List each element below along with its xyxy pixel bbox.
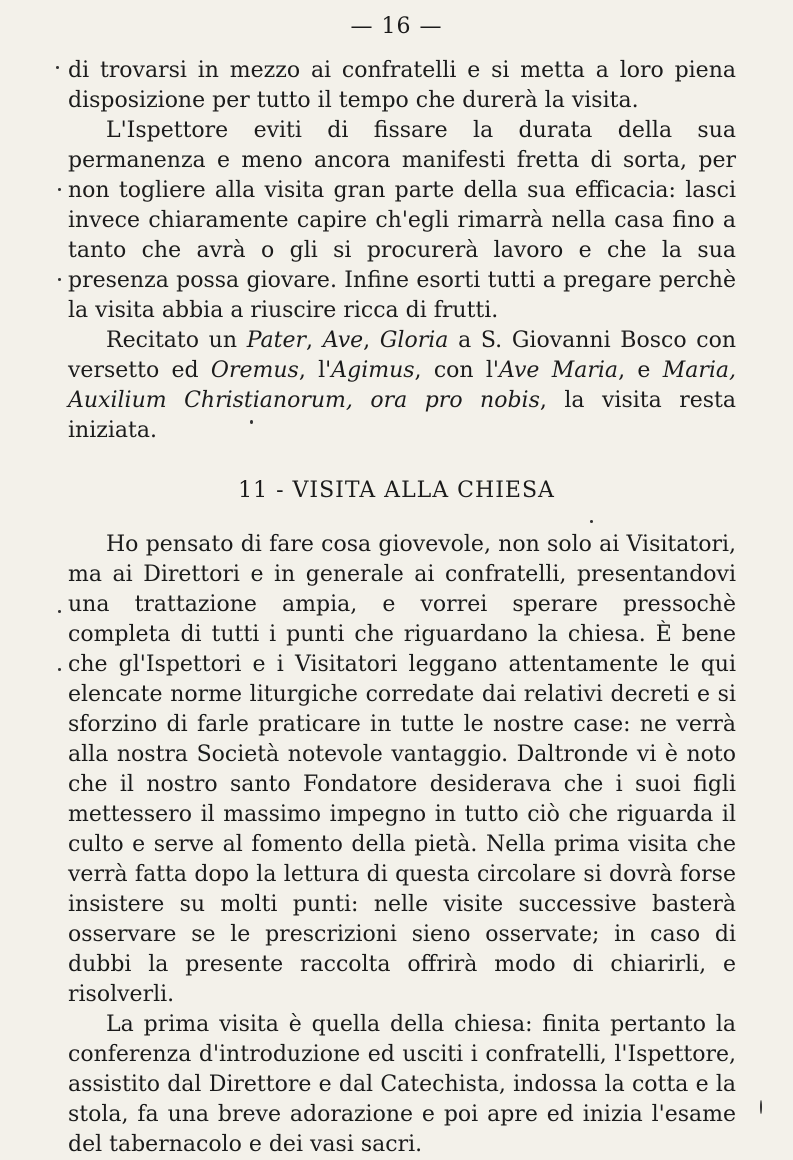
scan-speck [760, 1100, 762, 1114]
text-run: , l' [298, 358, 332, 383]
text-run: , e [618, 358, 663, 383]
text-run: , [363, 328, 380, 353]
text-run: , con l' [414, 358, 499, 383]
scan-speck [58, 278, 61, 281]
italic-text-run: Oremus [210, 358, 299, 383]
scan-speck [56, 66, 59, 69]
text-run: , la visita resta iniziata. [68, 388, 736, 443]
text-run: a S. Giovanni Bosco con versetto ed [68, 328, 736, 383]
paragraph [68, 116, 736, 326]
scan-speck [58, 668, 61, 671]
text-run: di trovarsi in mezzo ai confratelli e si metta a loro piena disposizione per tutto il tempo che durerà la visita. [68, 58, 736, 113]
text-run: Ho pensato di fare cosa giovevole, non solo ai Visitatori, ma ai Direttori e in generale ai confratelli, presentandovi una trattazione ampia, e vorrei sperare pressochè completa di tutti i punti che riguardano la chiesa. È bene che gl'Ispettori e i Visitatori leggano attentamente le qui elencate norme liturgiche corredate dai relativi decreti e si sforzino di farle praticare in tutte le nostre case: ne verrà alla nostra Società notevole vantaggio. Daltronde vi è noto che il nostro santo Fondatore desiderava che i suoi figli mettessero il massimo impegno in tutto ciò che riguarda il culto e serve al fomento della pietà. Nella prima visita che verrà fatta dopo la lettura di questa circolare si dovrà forse insistere su molti punti: nelle visite successive basterà osservare se le prescrizioni sieno osservate; in caso di dubbi la presente raccolta offrirà modo di chiarirli, e risolverli. [68, 532, 736, 1007]
italic-text-run: Gloria [379, 328, 449, 353]
scan-speck [250, 420, 253, 424]
italic-text-run: Pater [246, 328, 307, 353]
text-run: , [306, 328, 323, 353]
paragraph [68, 1010, 736, 1160]
section-intro-text [68, 56, 736, 446]
paragraph [68, 530, 736, 1010]
scan-speck [590, 520, 593, 523]
text-run: L'Ispettore eviti di fissare la durata della sua permanenza e meno ancora manifesti fretta di sorta, per non togliere alla visita gran parte della sua efficacia: lasci invece chiaramente capire ch'egli rimarrà nella casa fino a tanto che avrà o gli si procurerà lavoro e che la sua presenza possa giovare. Infine esorti tutti a pregare perchè la visita abbia a riuscire ricca di frutti. [68, 118, 736, 323]
text-run: Recitato un [106, 328, 247, 353]
page-number: — 16 — [350, 14, 443, 39]
paragraph [68, 326, 736, 446]
italic-text-run: Ave [322, 328, 364, 353]
section-heading: 11 - VISITA ALLA CHIESA [238, 478, 555, 503]
italic-text-run: Agimus [331, 358, 415, 383]
scan-speck [58, 610, 61, 613]
text-run: La prima visita è quella della chiesa: finita pertanto la conferenza d'introduzione ed usciti i confratelli, l'Ispettore, assistito dal Direttore e dal Catechista, indossa la cotta e la stola, fa una breve adorazione e poi apre ed inizia l'esame del tabernacolo e dei vasi sacri. [68, 1012, 736, 1157]
italic-text-run: Maria, Auxilium Christianorum, ora pro nobis [68, 358, 737, 413]
scan-speck [58, 188, 61, 191]
paragraph [68, 56, 736, 116]
italic-text-run: Ave Maria [498, 358, 619, 383]
section-church-text [68, 530, 736, 1160]
